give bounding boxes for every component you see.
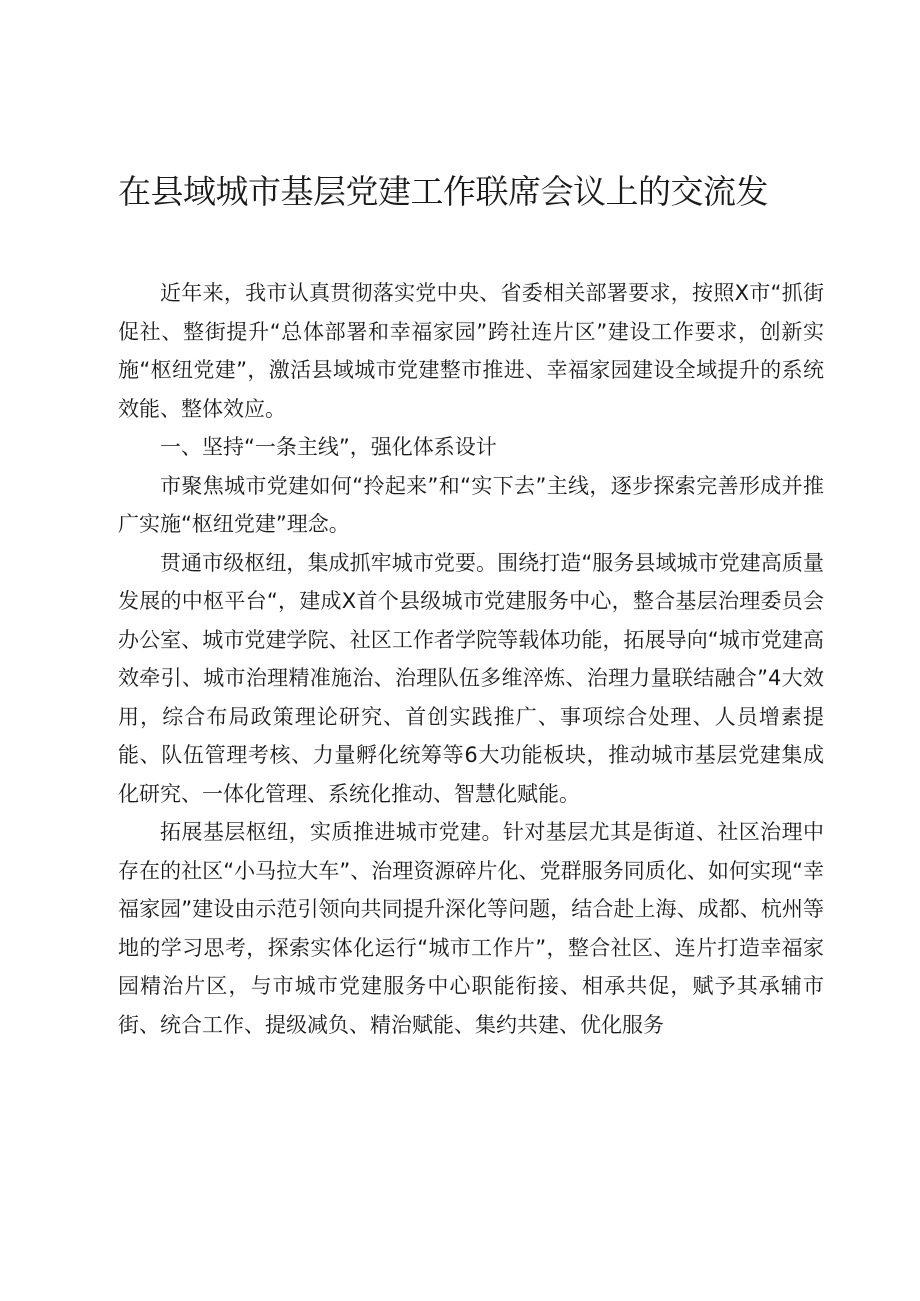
document-body bbox=[118, 274, 824, 1044]
document-title: 在县域城市基层党建工作联席会议上的交流发 bbox=[118, 172, 768, 211]
section-heading-1: 一、坚持“一条主线”，强化体系设计 bbox=[160, 435, 497, 459]
paragraph-main-line: 市聚焦城市党建如何“拎起来”和“实下去”主线，逐步探索完善形成并推广实施“枢纽党建”理念。 bbox=[118, 473, 824, 536]
paragraph-intro: 近年来，我市认真贯彻落实党中央、省委相关部署要求，按照X市“抓街促社、整街提升“总体部署和幸福家园”跨社连片区”建设工作要求，创新实施“枢纽党建”，激活县域城市党建整市推进、幸福家园建设全域提升的系统效能、整体效应。 bbox=[118, 281, 824, 421]
paragraph-grassroots-hub: 拓展基层枢纽，实质推进城市党建。针对基层尤其是街道、社区治理中存在的社区“小马拉大车”、治理资源碎片化、党群服务同质化、如何实现“幸福家园”建设由示范引领向共同提升深化等问题，结合赴上海、成都、杭州等地的学习思考，探索实体化运行“城市工作片”，整合社区、连片打造幸福家园精治片区，与市城市党建服务中心职能衔接、相承共促，赋予其承辅市街、统合工作、提级减负、精治赋能、集约共建、优化服务 bbox=[118, 820, 824, 1037]
paragraph-city-hub: 贯通市级枢纽，集成抓牢城市党要。围绕打造“服务县域城市党建高质量发展的中枢平台“，建成X首个县级城市党建服务中心，整合基层治理委员会办公室、城市党建学院、社区工作者学院等载体功能，拓展导向“城市党建高效牵引、城市治理精准施治、治理队伍多维淬炼、治理力量联结融合”4大效用，综合布局政策理论研究、首创实践推广、事项综合处理、人员增素提能、队伍管理考核、力量孵化统筹等6大功能板块，推动城市基层党建集成化研究、一体化管理、系统化推动、智慧化赋能。 bbox=[118, 550, 824, 806]
